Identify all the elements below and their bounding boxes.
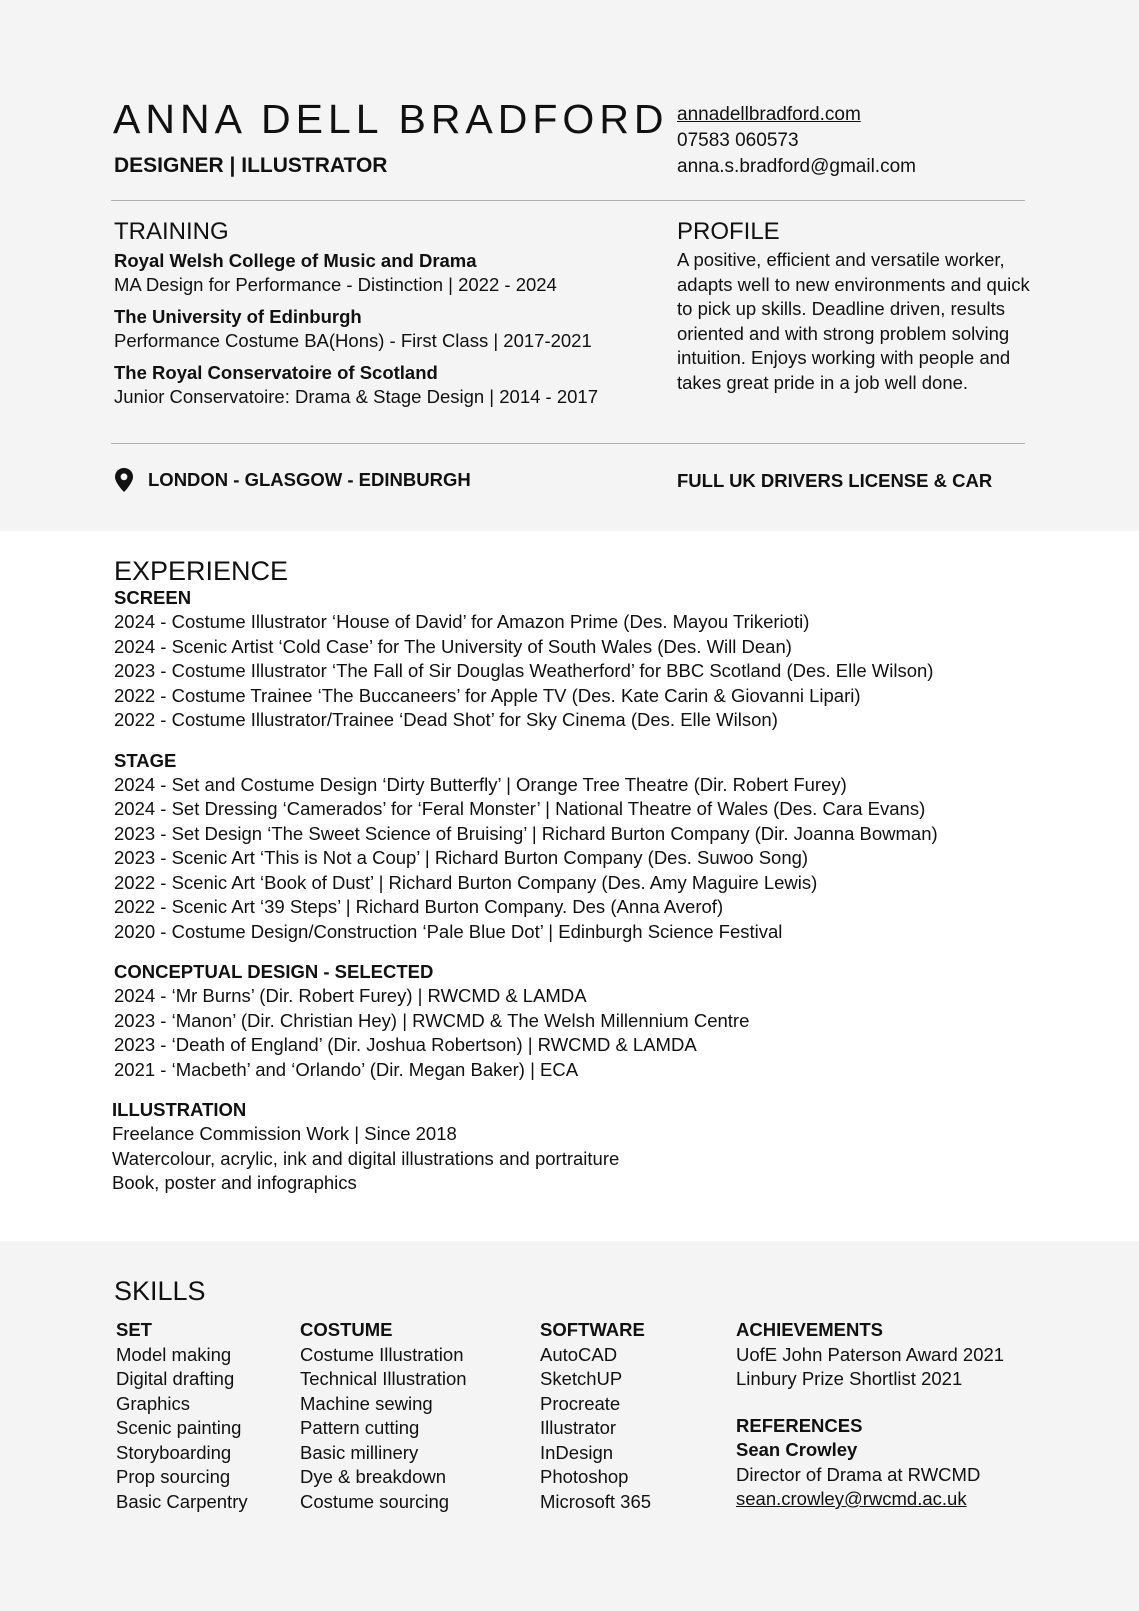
reference-name: Sean Crowley	[736, 1439, 858, 1460]
reference-role: Director of Drama at RWCMD	[736, 1463, 981, 1485]
illustration-heading: Freelance Commission Work | Since 2018	[112, 1123, 457, 1144]
list-item: Technical Illustration	[300, 1368, 467, 1389]
training-item	[114, 249, 654, 297]
map-pin-icon	[114, 468, 134, 492]
email-address: anna.s.bradford@gmail.com	[677, 156, 916, 177]
training-institution: The University of Edinburgh	[114, 306, 362, 327]
list-item: 2023 - Scenic Art ‘This is Not a Coup’ | Richard Burton Company (Des. Suwoo Song)	[114, 847, 809, 868]
profile-section	[677, 218, 1037, 395]
list-item: Dye & breakdown	[300, 1466, 447, 1487]
list-item: Pattern cutting	[300, 1417, 420, 1438]
training-item	[114, 305, 654, 353]
list-item: Storyboarding	[116, 1441, 232, 1463]
skills-costume-column	[300, 1318, 467, 1514]
screen-title: SCREEN	[114, 587, 192, 608]
list-item: 2024 - Costume Illustrator ‘House of David’ for Amazon Prime (Des. Mayou Trikerioti)	[114, 611, 810, 632]
list-item: Illustrator	[540, 1417, 617, 1438]
training-detail: Junior Conservatoire: Drama & Stage Design | 2014 - 2017	[114, 386, 599, 407]
list-item: Prop sourcing	[116, 1466, 231, 1487]
training-item	[114, 361, 654, 409]
screen-group	[114, 586, 1074, 733]
list-item: 2023 - ‘Manon’ (Dir. Christian Hey) | RWCMD & The Welsh Millennium Centre	[114, 1009, 750, 1031]
list-item: 2022 - Costume Illustrator/Trainee ‘Dead Shot’ for Sky Cinema (Des. Elle Wilson)	[114, 709, 778, 730]
contact-block	[677, 102, 916, 180]
license-text: FULL UK DRIVERS LICENSE & CAR	[677, 470, 993, 491]
training-institution: Royal Welsh College of Music and Drama	[114, 250, 477, 271]
list-item: 2022 - Costume Trainee ‘The Buccaneers’ for Apple TV (Des. Kate Carin & Giovanni Lipari)	[114, 684, 861, 706]
skills-set-column	[116, 1318, 248, 1514]
list-item: Microsoft 365	[540, 1490, 652, 1512]
achievements-title: ACHIEVEMENTS	[736, 1319, 883, 1340]
list-item: Watercolour, acrylic, ink and digital illustrations and portraiture	[112, 1147, 620, 1169]
list-item: Digital drafting	[116, 1368, 235, 1389]
list-item: 2023 - Set Design ‘The Sweet Science of Bruising’ | Richard Burton Company (Dir. Joanna Bowman)	[114, 822, 938, 844]
list-item: 2024 - Set Dressing ‘Camerados’ for ‘Feral Monster’ | National Theatre of Wales (Des. Cara Evans)	[114, 798, 926, 819]
list-item: 2021 - ‘Macbeth’ and ‘Orlando’ (Dir. Megan Baker) | ECA	[114, 1058, 579, 1080]
profile-divider	[111, 443, 1025, 444]
training-detail: Performance Costume BA(Hons) - First Class | 2017-2021	[114, 330, 592, 351]
illustration-title: ILLUSTRATION	[112, 1099, 247, 1120]
list-item: 2022 - Scenic Art ‘39 Steps’ | Richard Burton Company. Des (Anna Averof)	[114, 896, 724, 917]
training-detail: MA Design for Performance - Distinction | 2022 - 2024	[114, 274, 557, 295]
reference-email-link[interactable]: sean.crowley@rwcmd.ac.uk	[736, 1488, 967, 1509]
location-line	[114, 468, 471, 492]
list-item: UofE John Paterson Award 2021	[736, 1343, 1005, 1365]
website-link[interactable]: annadellbradford.com	[677, 104, 861, 125]
phone-number: 07583 060573	[677, 130, 799, 151]
list-item: 2023 - Costume Illustrator ‘The Fall of Sir Douglas Weatherford’ for BBC Scotland (Des. Elle Wilson)	[114, 660, 934, 681]
skills-achievements-column	[736, 1318, 1004, 1512]
list-item: Costume Illustration	[300, 1343, 464, 1365]
experience-title: EXPERIENCE	[114, 556, 289, 586]
training-section	[114, 218, 654, 417]
costume-title: COSTUME	[300, 1319, 393, 1340]
stage-title: STAGE	[114, 749, 177, 771]
list-item: Graphics	[116, 1392, 191, 1414]
list-item: Scenic painting	[116, 1417, 242, 1438]
training-title: TRAINING	[114, 218, 229, 245]
experience-section	[114, 556, 1074, 1212]
skills-software-column	[540, 1318, 651, 1514]
list-item: SketchUP	[540, 1368, 623, 1389]
conceptual-title: CONCEPTUAL DESIGN - SELECTED	[114, 961, 434, 982]
list-item: 2022 - Scenic Art ‘Book of Dust’ | Richard Burton Company (Des. Amy Maguire Lewis)	[114, 871, 818, 893]
list-item: AutoCAD	[540, 1343, 618, 1365]
conceptual-group	[114, 960, 1074, 1082]
list-item: Model making	[116, 1343, 232, 1365]
list-item: 2024 - Scenic Artist ‘Cold Case’ for The University of South Wales (Des. Will Dean)	[114, 635, 792, 657]
list-item: Photoshop	[540, 1466, 629, 1487]
candidate-subtitle: DESIGNER | ILLUSTRATOR	[114, 154, 388, 177]
list-item: Machine sewing	[300, 1392, 433, 1414]
list-item: Procreate	[540, 1392, 621, 1414]
location-text: LONDON - GLASGOW - EDINBURGH	[148, 469, 471, 490]
references-title: REFERENCES	[736, 1414, 863, 1436]
set-title: SET	[116, 1319, 152, 1340]
list-item: Basic millinery	[300, 1441, 419, 1463]
list-item: 2024 - ‘Mr Burns’ (Dir. Robert Furey) | RWCMD & LAMDA	[114, 985, 587, 1006]
list-item: Costume sourcing	[300, 1490, 450, 1512]
list-item: Basic Carpentry	[116, 1490, 248, 1512]
illustration-group	[112, 1098, 1074, 1196]
training-institution: The Royal Conservatoire of Scotland	[114, 362, 438, 383]
list-item: 2020 - Costume Design/Construction ‘Pale Blue Dot’ | Edinburgh Science Festival	[114, 920, 783, 942]
stage-group	[114, 749, 1074, 945]
profile-title: PROFILE	[677, 218, 780, 245]
candidate-name: ANNA DELL BRADFORD	[113, 96, 669, 142]
list-item: 2023 - ‘Death of England’ (Dir. Joshua Robertson) | RWCMD & LAMDA	[114, 1034, 697, 1055]
profile-text: A positive, efficient and versatile worker, adapts well to new environments and quick to pick up skills. Deadline driven, results oriented and with strong problem solving intuition. Enjoys working with people and takes great pride in a job well done.	[677, 249, 1030, 393]
software-title: SOFTWARE	[540, 1319, 645, 1340]
list-item: Linbury Prize Shortlist 2021	[736, 1368, 963, 1389]
list-item: 2024 - Set and Costume Design ‘Dirty Butterfly’ | Orange Tree Theatre (Dir. Robert Furey)	[114, 773, 847, 795]
list-item: Book, poster and infographics	[112, 1172, 357, 1193]
skills-title: SKILLS	[114, 1276, 206, 1306]
list-item: InDesign	[540, 1441, 614, 1463]
header-divider	[111, 200, 1025, 201]
